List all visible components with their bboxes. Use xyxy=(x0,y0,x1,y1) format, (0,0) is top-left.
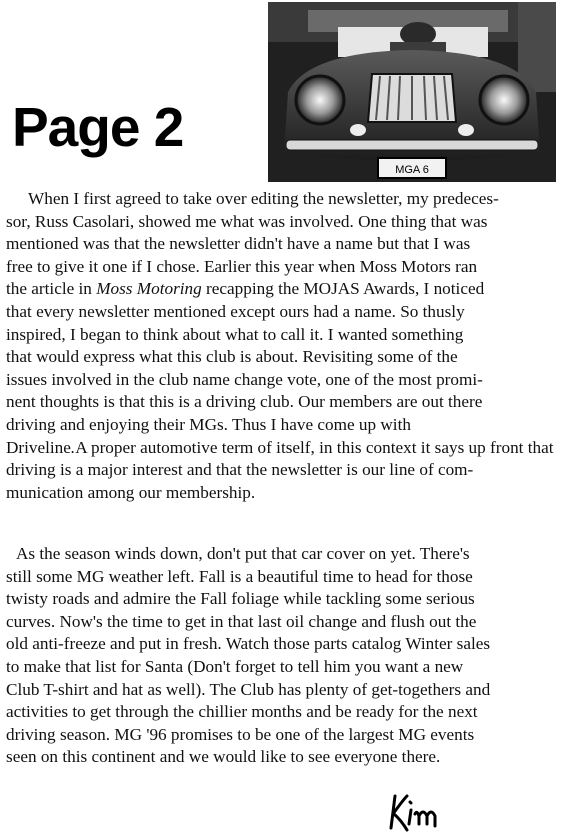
article-paragraph-1: When I first agreed to take over editing the newsletter, my predeces- sor, Russ Casolari, showed me what was involved. One thing that was mentioned was that the newsletter didn't have a name but that I was free to give it one if I chose. Earlier this year when Moss Motors ran the article in Moss Motoring recapping the MOJAS Awards, I noticed that every newsletter mentioned except ours had a name. So thusly inspired, I began to think about what to call it. I wanted something that would express what this club is about. Revisiting some of the issues involved in the club name change vote, one of the most promi- nent thoughts is that this is a driving club. Our members are out there driving and enjoying their MGs. Thus I have come up with Driveline.A proper automotive term of itself, in this context it says up front that driving is a major interest and that the newsletter is our line of com- munication among our membership. xyxy=(6,189,554,502)
page-title: Page 2 xyxy=(12,96,184,158)
car-photo xyxy=(268,2,556,182)
signature xyxy=(385,790,449,839)
license-plate: MGA 6 xyxy=(395,164,429,176)
newsletter-name: . xyxy=(70,437,76,457)
article-paragraph-2: As the season winds down, don't put that car cover on yet. There's still some MG weather left. Fall is a beautiful time to head for those twisty roads and admire the Fall foliage while tackling some serious curves. Now's the time to get in that last oil change and flush out the old anti-freeze and put in fresh. Watch those parts catalog Winter sales to make that list for Santa (Don't forget to tell him you want a new Club T-shirt and hat as well). The Club has plenty of get-togethers and activities to get through the chillier months and be ready for the next driving season. MG '96 promises to be one of the largest MG events seen on this continent and we would like to see everyone there. xyxy=(6,544,491,767)
publication-name: Moss Motoring xyxy=(96,279,202,299)
